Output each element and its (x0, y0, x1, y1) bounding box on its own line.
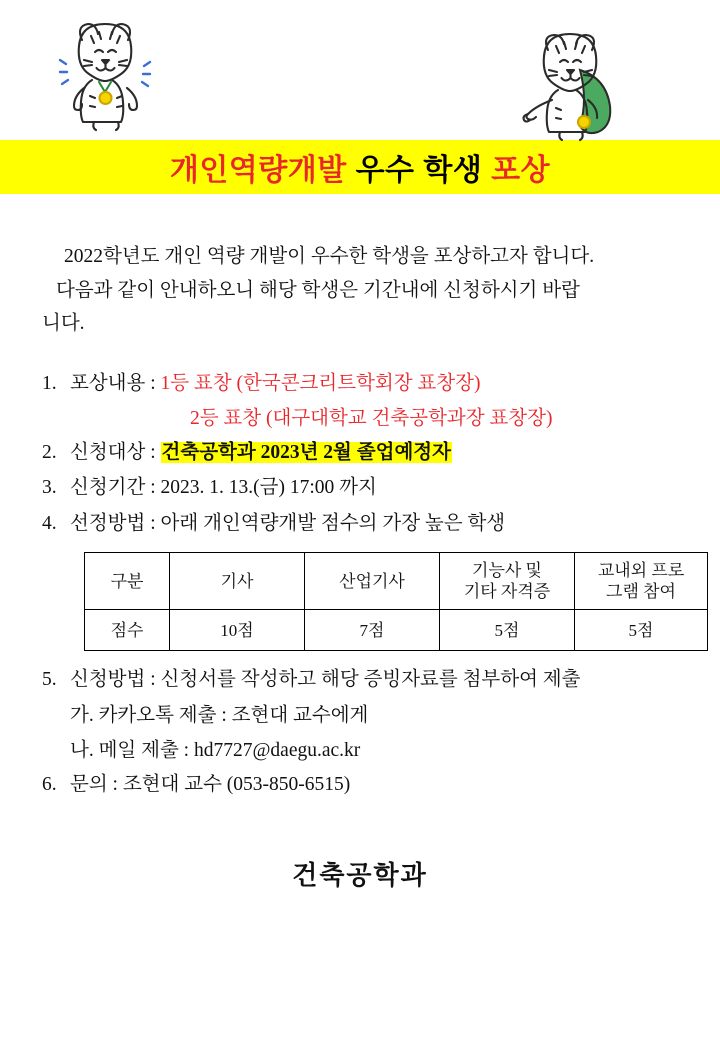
list-item-selection-method (42, 507, 678, 541)
caped-tiger-mascot-icon (506, 26, 636, 151)
table-header-cell-4-line-1: 교내외 프로 (597, 561, 685, 580)
intro-line-1: 2022학년도 개인 역량 개발이 우수한 학생을 포상하고자 합니다. (64, 246, 595, 267)
application-method-value: 신청서를 작성하고 해당 증빙자료를 첨부하여 제출 (160, 669, 581, 691)
selection-method-value: 아래 개인역량개발 점수의 가장 높은 학생 (160, 512, 506, 534)
list-item-body (70, 663, 678, 697)
application-period-label: 신청기간 : (70, 477, 161, 499)
document-body (0, 240, 720, 898)
application-method-sub-b: 나. 메일 제출 : hd7727@daegu.ac.kr (70, 740, 361, 762)
list-item-body (70, 768, 678, 802)
list-item-award-content (42, 367, 678, 401)
table-cell-score-2: 7점 (305, 610, 440, 651)
table-header-cell-3-line-1: 기능사 및 (472, 561, 542, 580)
table-header-cell-3-line-2: 기타 자격증 (463, 582, 551, 602)
list-item-application-period (42, 471, 678, 505)
intro-paragraph (42, 240, 678, 341)
contact-value: 조현대 교수 (053-850-6515) (122, 773, 351, 795)
list-item-body (70, 367, 678, 401)
page-title-part-1: 개인역량개발 (169, 154, 347, 187)
table-cell-score-1: 10점 (170, 610, 305, 651)
award-content-value-1: 1등 표창 (한국콘크리트학회장 표창장) (160, 372, 481, 394)
table-header-cell-4-line-2: 그램 참여 (606, 582, 676, 602)
list-item-number: 6. (42, 773, 57, 795)
table-header-cell-2: 산업기사 (305, 553, 440, 610)
page-title-part-2: 우수 학생 (346, 154, 492, 187)
award-content-value-2: 2등 표창 (대구대학교 건축공학과장 표창장) (190, 408, 553, 430)
department-signature: 건축공학과 (292, 860, 428, 891)
score-table (84, 552, 708, 651)
list-item-body (70, 436, 678, 470)
page-title-part-3: 포상 (491, 154, 551, 187)
list-item-contact (42, 768, 678, 802)
list-item-application-method (42, 663, 678, 697)
intro-line-3: 니다. (42, 313, 85, 335)
eligibility-value-highlight: 건축공학과 2023년 2월 졸업예정자 (161, 441, 451, 463)
table-header-cell-4 (575, 553, 708, 610)
mascot-illustration-row (0, 0, 720, 140)
award-content-label: 포상내용 : (70, 372, 161, 394)
intro-line-2: 다음과 같이 안내하오니 해당 학생은 기간내에 신청하시기 바랍 (56, 279, 580, 301)
list-item-body (70, 471, 678, 505)
list-item-number: 2. (42, 441, 57, 463)
application-method-sub-a: 가. 카카오톡 제출 : 조현대 교수에게 (70, 704, 369, 726)
list-item-number: 3. (42, 477, 57, 499)
list-item-number: 1. (42, 372, 57, 394)
list-item-eligibility (42, 436, 678, 470)
table-header-cell-3 (440, 553, 575, 610)
page-title (170, 145, 550, 189)
table-cell-score-3: 5점 (440, 610, 575, 651)
eligibility-label: 신청대상 : (70, 441, 161, 463)
list-item-number: 5. (42, 669, 57, 691)
selection-method-label: 선정방법 : (70, 512, 161, 534)
table-cell-score-4: 5점 (575, 610, 708, 651)
tiger-mascot-icon (46, 14, 166, 139)
table-header-cell-1: 기사 (170, 553, 305, 610)
table-header-cell-0: 구분 (85, 553, 170, 610)
list-item-number: 4. (42, 512, 57, 534)
contact-label: 문의 : (70, 773, 123, 795)
table-header-row (85, 553, 708, 610)
list-item-body (70, 507, 678, 541)
table-row-label: 점수 (85, 610, 170, 651)
table-row (85, 610, 708, 651)
application-method-label: 신청방법 : (70, 669, 161, 691)
application-period-value: 2023. 1. 13.(금) 17:00 까지 (160, 477, 377, 499)
